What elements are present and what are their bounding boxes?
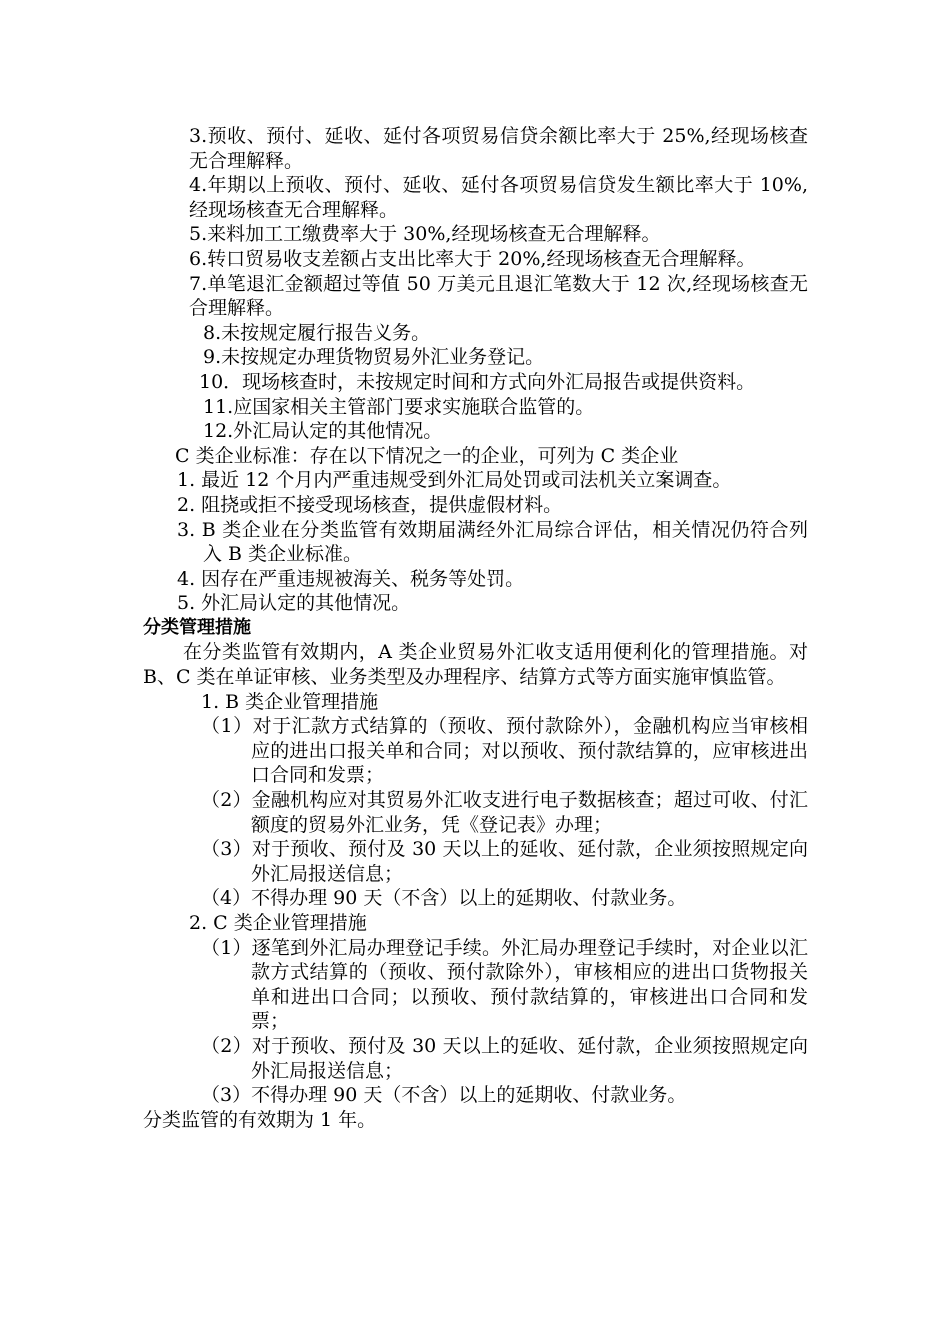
b-criteria-item-5: 5.来料加工工缴费率大于 30%,经现场核查无合理解释。 [189, 223, 661, 246]
b-measures-item: （3）对于预收、预付及 30 天以上的延收、延付款，企业须按照规定向外汇局报送信息； [201, 838, 808, 885]
b-measures-title: 1. B 类企业管理措施 [201, 690, 379, 713]
c-criteria-item: 1. 最近 12 个月内严重违规受到外汇局处罚或司法机关立案调查。 [177, 469, 732, 492]
b-measures-item: （4）不得办理 90 天（不含）以上的延期收、付款业务。 [201, 887, 687, 910]
section-heading: 分类管理措施 [143, 616, 251, 638]
c-measures-item: （3）不得办理 90 天（不含）以上的延期收、付款业务。 [201, 1084, 687, 1107]
b-criteria-item-4: 4.年期以上预收、预付、延收、延付各项贸易信贷发生额比率大于 10%,经现场核查无合理解释。 [189, 174, 808, 221]
c-criteria-item: 2. 阻挠或拒不接受现场核查，提供虚假材料。 [177, 493, 563, 516]
b-criteria-item-3: 3.预收、预付、延收、延付各项贸易信贷余额比率大于 25%,经现场核查无合理解释。 [189, 125, 808, 172]
b-criteria-item-6: 6.转口贸易收支差额占支出比率大于 20%,经现场核查无合理解释。 [189, 247, 756, 270]
b-criteria-item-9: 9.未按规定办理货物贸易外汇业务登记。 [203, 346, 545, 369]
c-criteria-item: 5. 外汇局认定的其他情况。 [177, 592, 411, 615]
b-criteria-item-11: 11.应国家相关主管部门要求实施联合监管的。 [203, 395, 595, 418]
b-criteria-item-7: 7.单笔退汇金额超过等值 50 万美元且退汇笔数大于 12 次,经现场核查无合理解释。 [189, 272, 808, 320]
b-criteria-item-12: 12.外汇局认定的其他情况。 [203, 420, 443, 443]
document-body [143, 124, 808, 1132]
c-measures-item: （2）对于预收、预付及 30 天以上的延收、延付款，企业须按照规定向外汇局报送信息； [201, 1034, 808, 1082]
c-criteria-intro: C 类企业标准：存在以下情况之一的企业，可列为 C 类企业 [175, 444, 679, 467]
b-criteria-item-10: 10．现场核查时，未按规定时间和方式向外汇局报告或提供资料。 [199, 370, 756, 393]
c-measures-title: 2. C 类企业管理措施 [189, 912, 367, 934]
b-measures-item: （1）对于汇款方式结算的（预收、预付款除外），金融机构应当审核相应的进出口报关单和合同；对以预收、预付款结算的，应审核进出口合同和发票； [201, 715, 808, 787]
validity-statement: 分类监管的有效期为 1 年。 [143, 1108, 377, 1131]
c-criteria-item: 4. 因存在严重违规被海关、税务等处罚。 [177, 567, 525, 590]
b-measures-item: （2）金融机构应对其贸易外汇收支进行电子数据核查；超过可收、付汇额度的贸易外汇业务，凭《登记表》办理； [201, 789, 808, 836]
measures-intro: 在分类监管有效期内，A 类企业贸易外汇收支适用便利化的管理措施。对 B、C 类在单证审核、业务类型及办理程序、结算方式等方面实施审慎监管。 [143, 641, 808, 689]
b-criteria-item-8: 8.未按规定履行报告义务。 [203, 321, 431, 344]
c-criteria-item: 3. B 类企业在分类监管有效期届满经外汇局综合评估，相关情况仍符合列入 B 类企业标准。 [177, 518, 808, 566]
c-measures-item: （1）逐笔到外汇局办理登记手续。外汇局办理登记手续时，对企业以汇款方式结算的（预收、预付款除外），审核相应的进出口货物报关单和进出口合同；以预收、预付款结算的，审核进出口合同和发票； [201, 936, 808, 1033]
